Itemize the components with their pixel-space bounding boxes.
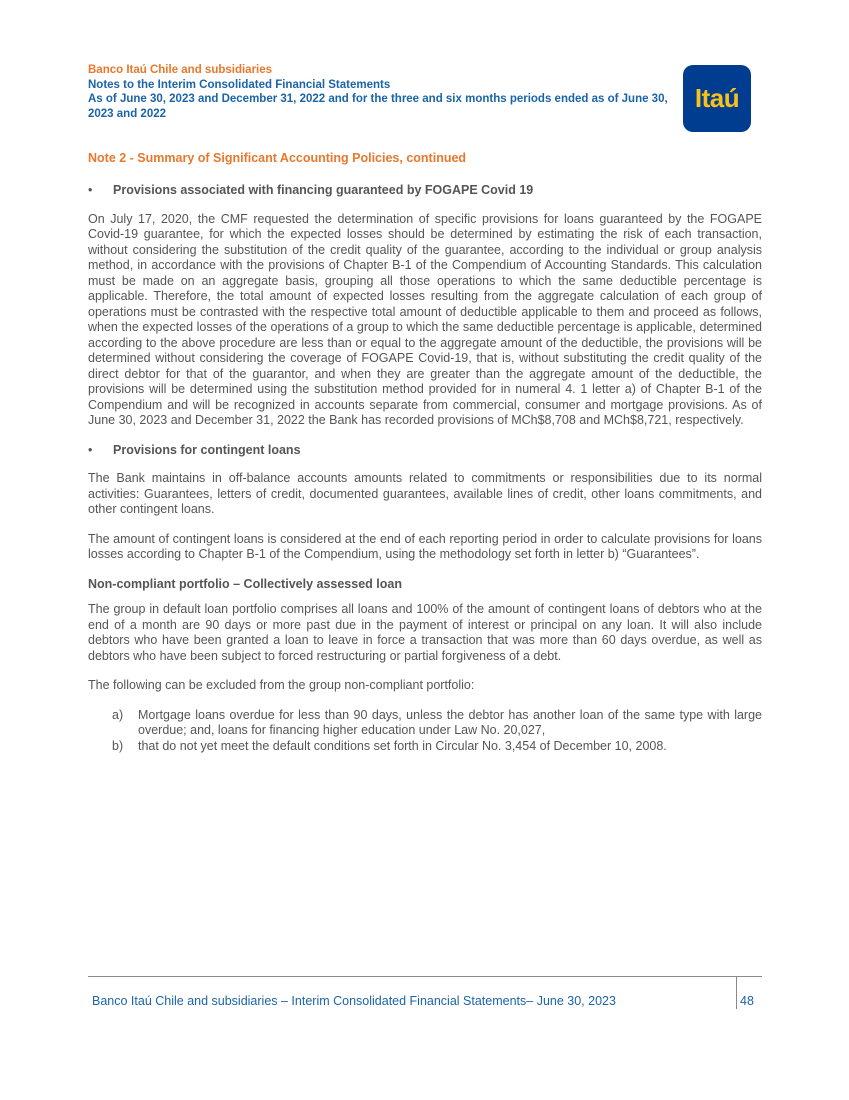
- section-heading-contingent: [88, 443, 762, 459]
- noncompliant-paragraph-2: The following can be excluded from the group non-compliant portfolio:: [88, 678, 475, 692]
- bullet-icon: •: [88, 442, 93, 457]
- footer-divider: [88, 976, 762, 977]
- list-item-text: that do not yet meet the default conditions set forth in Circular No. 3,454 of December 10, 2008.: [138, 738, 667, 753]
- itau-logo: [683, 65, 751, 132]
- bullet-icon: •: [88, 183, 93, 197]
- list-item-label: b): [112, 738, 124, 753]
- footer-page-divider: [736, 976, 737, 1009]
- list-item-text: Mortgage loans overdue for less than 90 days, unless the debtor has another loan of the same type with large overdue; and, loans for financing higher education under Law No. 20,027,: [138, 707, 762, 737]
- fogape-paragraph: On July 17, 2020, the CMF requested the determination of specific provisions for loans guaranteed by the FOGAPE Covid-19 guarantee, for which the expected losses should be determined by estimating the risk of each transaction, without considering the substitution of the credit quality of the guarantee, according to the individual or group analysis method, in accordance with the provisions of Chapter B-1 of the Compendium of Accounting Standards. This calculation must be made on an aggregate basis, grouping all those operations to which the same deductible percentage is applicable. Therefore, the total amount of expected losses resulting from the aggregate calculation of each group of operations must be contrasted with the respective total amount of deductible applicable to them and proceed as follows, when the expected losses of the operations of a group to which the same deductible percentage is applicable, determined according to the above procedure are less than or equal to the aggregate amount of the deductible, the provisions will be determined without considering the coverage of FOGAPE Covid-19, that is, without substituting the credit quality of the direct debtor for that of the guarantor, and when they are greater than the aggregate amount of the deductible, the provisions will be determined using the substitution method provided for in numeral 4. 1 letter a) of Chapter B-1 of the Compendium and will be recognized in accounts separate from commercial, consumer and mortgage provisions. As of June 30, 2023 and December 31, 2022 the Bank has recorded provisions of MCh$8,708 and MCh$8,721, respectively.: [88, 211, 762, 427]
- list-item: [112, 739, 762, 755]
- page-number: 48: [740, 994, 754, 1008]
- list-item-label: a): [112, 707, 124, 722]
- logo-text: Itaú: [694, 83, 740, 113]
- company-name: Banco Itaú Chile and subsidiaries: [88, 64, 273, 76]
- header-subtitle: Notes to the Interim Consolidated Financial Statements: [88, 78, 391, 91]
- document-body: [88, 183, 762, 754]
- section-heading-fogape: [88, 183, 762, 199]
- document-header: [88, 63, 678, 121]
- contingent-paragraph-1: The Bank maintains in off-balance accounts amounts related to commitments or responsibilities due to its normal activities: Guarantees, letters of credit, documented guarantees, available lines of credit, other loans commitments, and other contingent loans.: [88, 471, 762, 516]
- noncompliant-paragraph-1: The group in default loan portfolio comprises all loans and 100% of the amount of contingent loans of debtors who at the end of a month are 90 days or more past due in the payment of interest or principal on any loan. It will also include debtors who have been granted a loan to leave in force a transaction that was more than 60 days overdue, as well as debtors who have been subject to forced restructuring or partial forgiveness of a debt.: [88, 602, 762, 663]
- section-heading-text: Provisions for contingent loans: [113, 442, 301, 457]
- list-item: [112, 708, 762, 739]
- footer-text: Banco Itaú Chile and subsidiaries – Interim Consolidated Financial Statements– June 30, 2023: [92, 994, 616, 1008]
- contingent-paragraph-2: The amount of contingent loans is considered at the end of each reporting period in order to calculate provisions for loans losses according to Chapter B-1 of the Compendium, using the methodology set forth in letter b) “Guarantees”.: [88, 531, 762, 561]
- header-period: As of June 30, 2023 and December 31, 2022 and for the three and six months periods ended as of June 30, 2023 and 2022: [88, 93, 668, 120]
- note-title: Note 2 - Summary of Significant Accounting Policies, continued: [88, 151, 467, 165]
- section-heading-text: Provisions associated with financing guaranteed by FOGAPE Covid 19: [113, 183, 534, 197]
- section-heading-noncompliant: Non-compliant portfolio – Collectively assessed loan: [88, 576, 402, 591]
